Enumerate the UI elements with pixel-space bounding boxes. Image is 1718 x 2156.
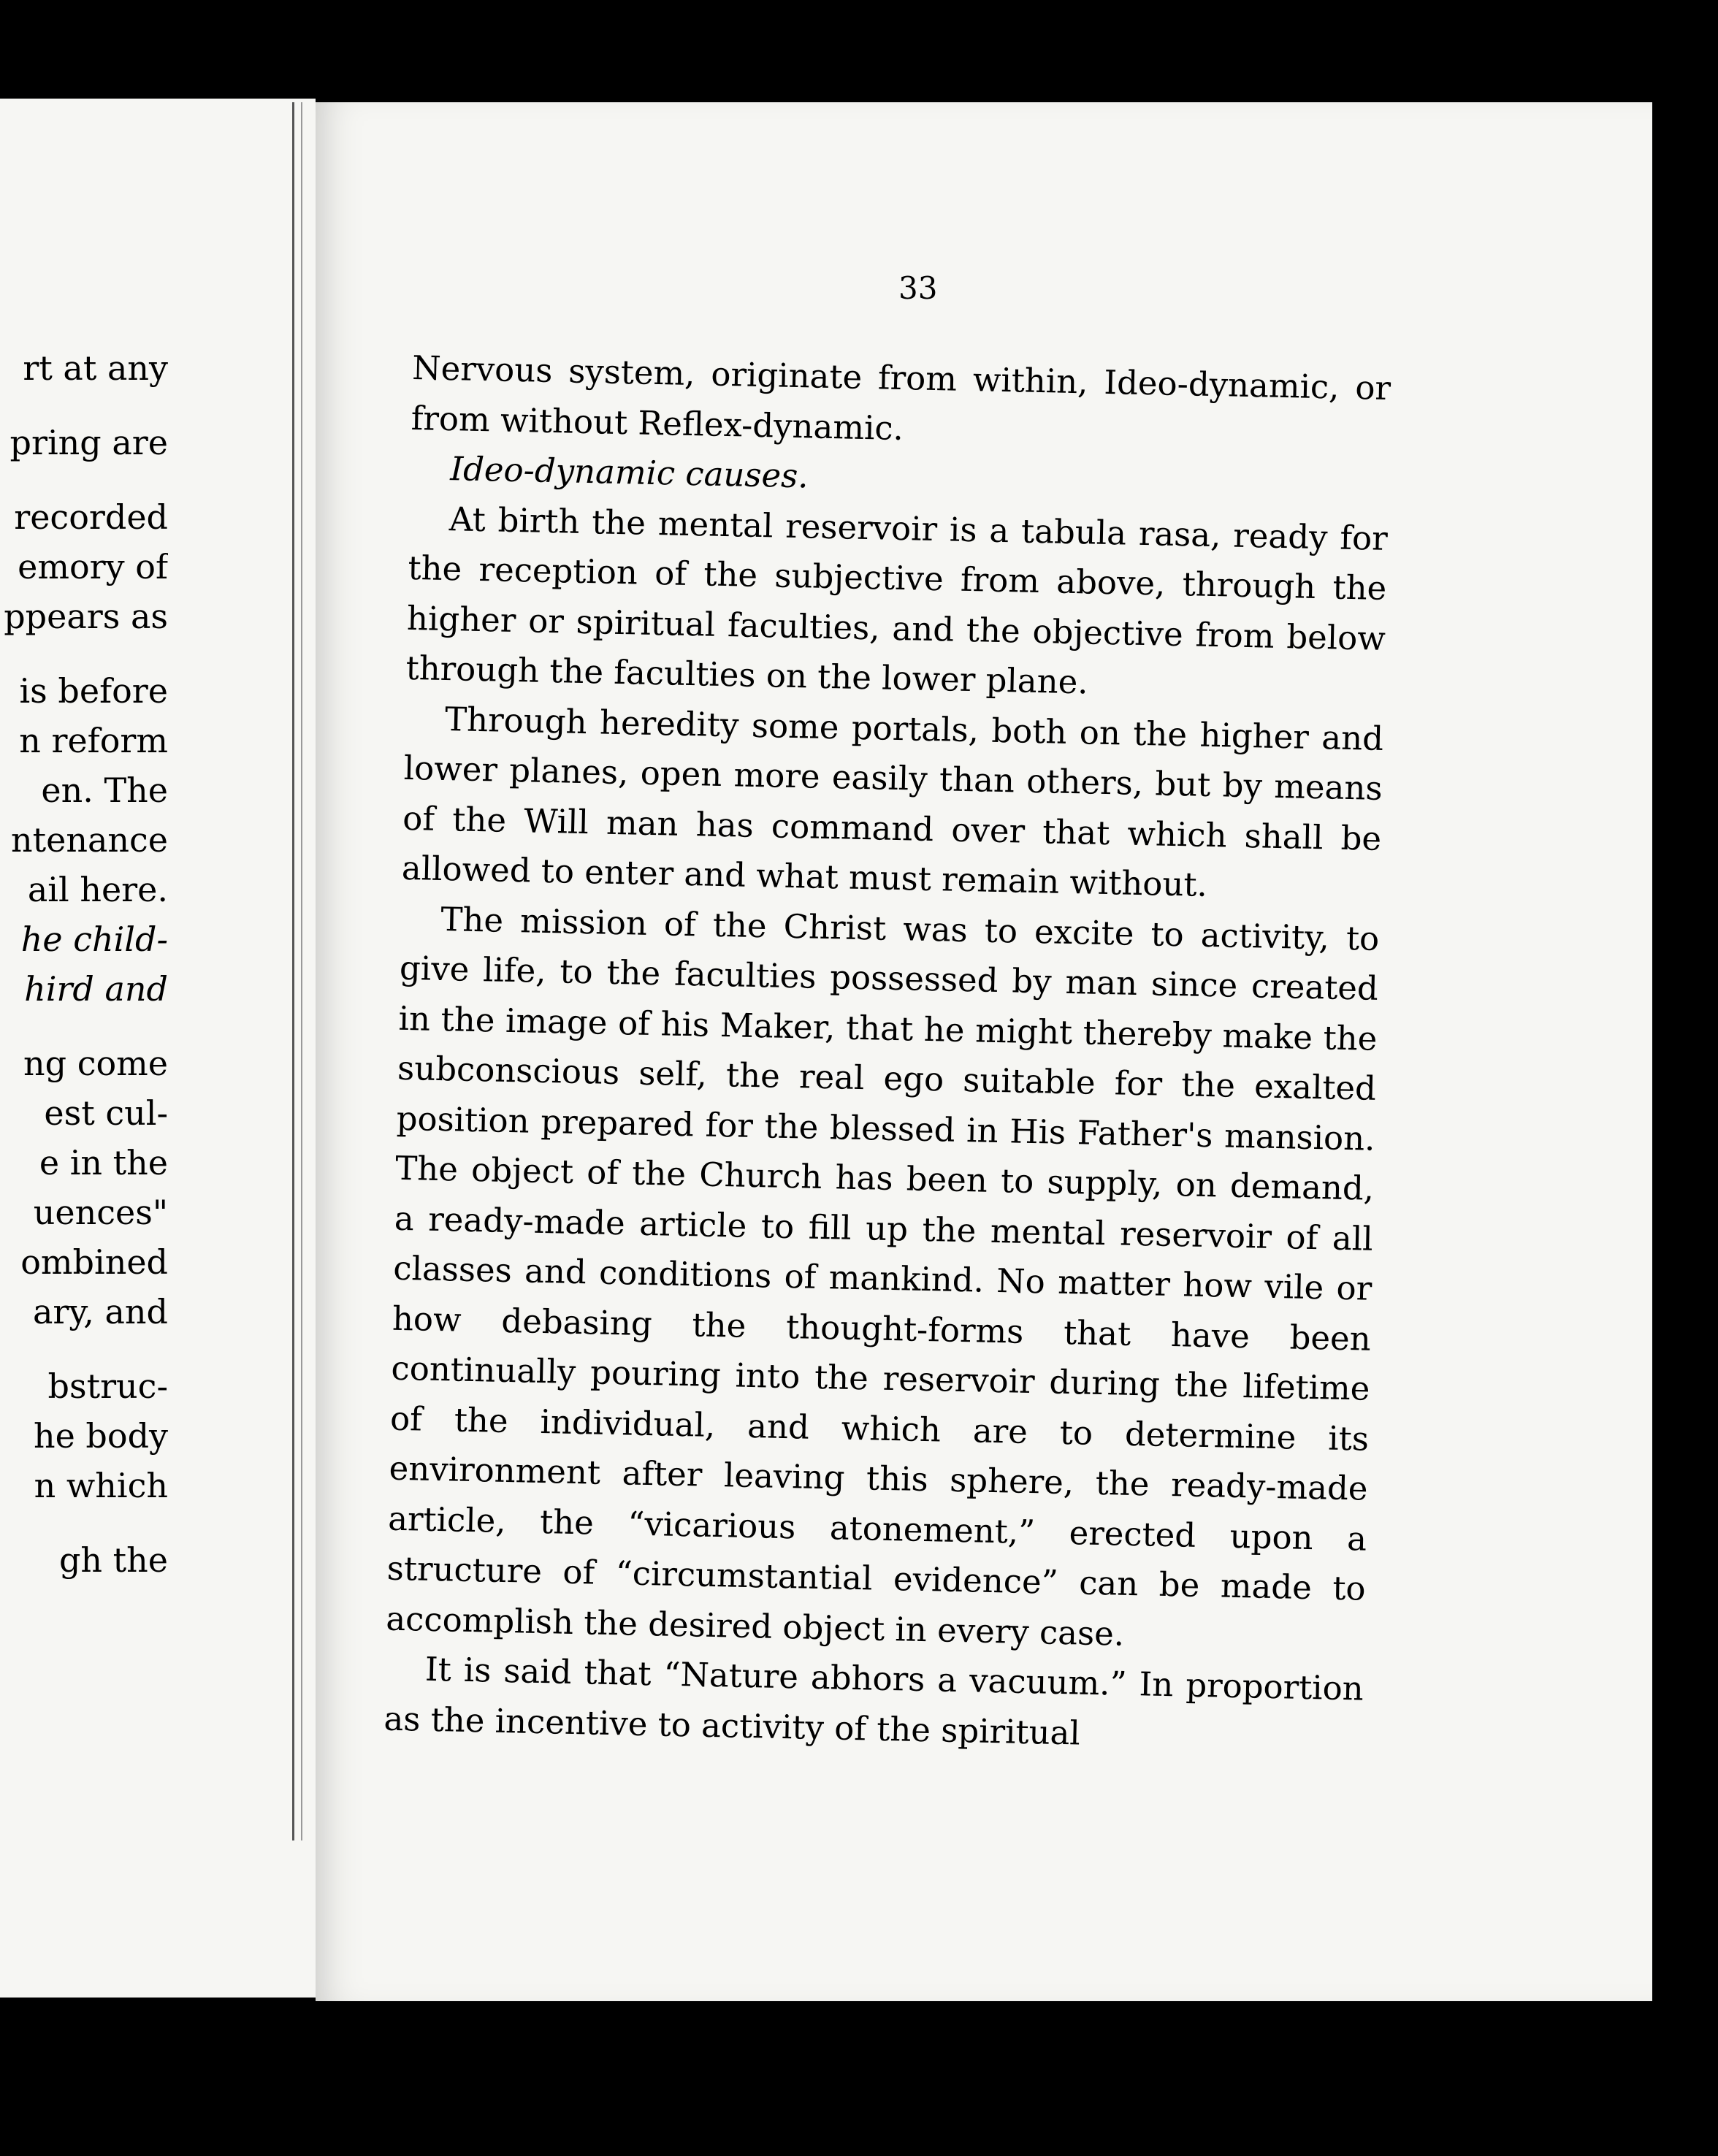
- paragraph: Through heredity some portals, both on the higher and lower planes, open more easily than others, but by means of the Will man has command over that which shall be allowed to enter and what must remain without.: [401, 699, 1384, 904]
- left-page-line: rt at any: [23, 348, 168, 388]
- left-page-line: is before: [19, 671, 168, 711]
- line-gap: [0, 1014, 168, 1039]
- left-page-line: he child-: [20, 920, 168, 959]
- left-page-line: est cul-: [44, 1093, 168, 1133]
- left-page-line: emory of: [18, 547, 168, 586]
- left-page-line: he body: [33, 1416, 168, 1456]
- paragraph: At birth the mental reservoir is a tabula rasa, ready for the reception of the subjective from above, through the higher or spiritual faculties, and the objective from below through the faculties on the lower plane.: [405, 499, 1389, 702]
- left-page-line: n reform: [19, 721, 168, 760]
- line-gap: [0, 1510, 168, 1535]
- left-page-line: ntenance: [11, 820, 168, 860]
- page-number: 33: [898, 270, 938, 306]
- left-page-line: ombined: [20, 1242, 168, 1282]
- left-page-line: recorded: [14, 497, 168, 537]
- left-page-line: ary, and: [32, 1292, 168, 1331]
- line-gap: [0, 641, 168, 666]
- line-gap: [0, 393, 168, 418]
- line-gap: [0, 467, 168, 492]
- left-page-line: ng come: [23, 1044, 168, 1083]
- left-page-line: bstruc-: [47, 1366, 168, 1406]
- left-page-line: e in the: [39, 1143, 168, 1182]
- line-gap: [0, 1337, 168, 1361]
- paragraph: It is said that “Nature abhors a vacuum.” In proportion as the incentive to activity of the spiritual: [383, 1649, 1364, 1753]
- left-page-line: pring are: [9, 423, 168, 462]
- binding-thread: [292, 102, 294, 1840]
- paragraph: Ideo-dynamic causes.: [449, 449, 809, 496]
- left-page-line: gh the: [58, 1540, 168, 1580]
- left-page-line: n which: [34, 1466, 168, 1505]
- left-page-line: ppears as: [4, 597, 168, 636]
- left-page-line: en. The: [41, 771, 168, 810]
- left-page-line: hird and: [24, 969, 168, 1009]
- page-body: [383, 343, 1391, 1765]
- left-page-line: uences": [33, 1193, 168, 1232]
- binding-thread-shadow: [301, 102, 302, 1840]
- paragraph: Nervous system, originate from within, Ideo-dynamic, or from without Reflex-dynamic.: [411, 348, 1391, 448]
- left-page-line: ail here.: [27, 870, 168, 909]
- left-page-text: [0, 343, 168, 1585]
- paragraph: The mission of the Christ was to excite to activity, to give life, to the faculties possessed by man since created in the image of his Maker, that he might thereby make the subconscious self, the real ego suitable for the exalted position prepared for the blessed in His Father's mansion. The object of the Church has been to supply, on demand, a ready-made article to fill up the mental reservoir of all classes and conditions of mankind. No matter how vile or how debasing the thought-forms that have been continually pouring into the reservoir during the lifetime of the individual, and which are to determine its environment after leaving this sphere, the ready-made article, the “vicarious atonement,” erected upon a structure of “circumstantial evidence” can be made to accomplish the desired object in every case.: [385, 899, 1380, 1654]
